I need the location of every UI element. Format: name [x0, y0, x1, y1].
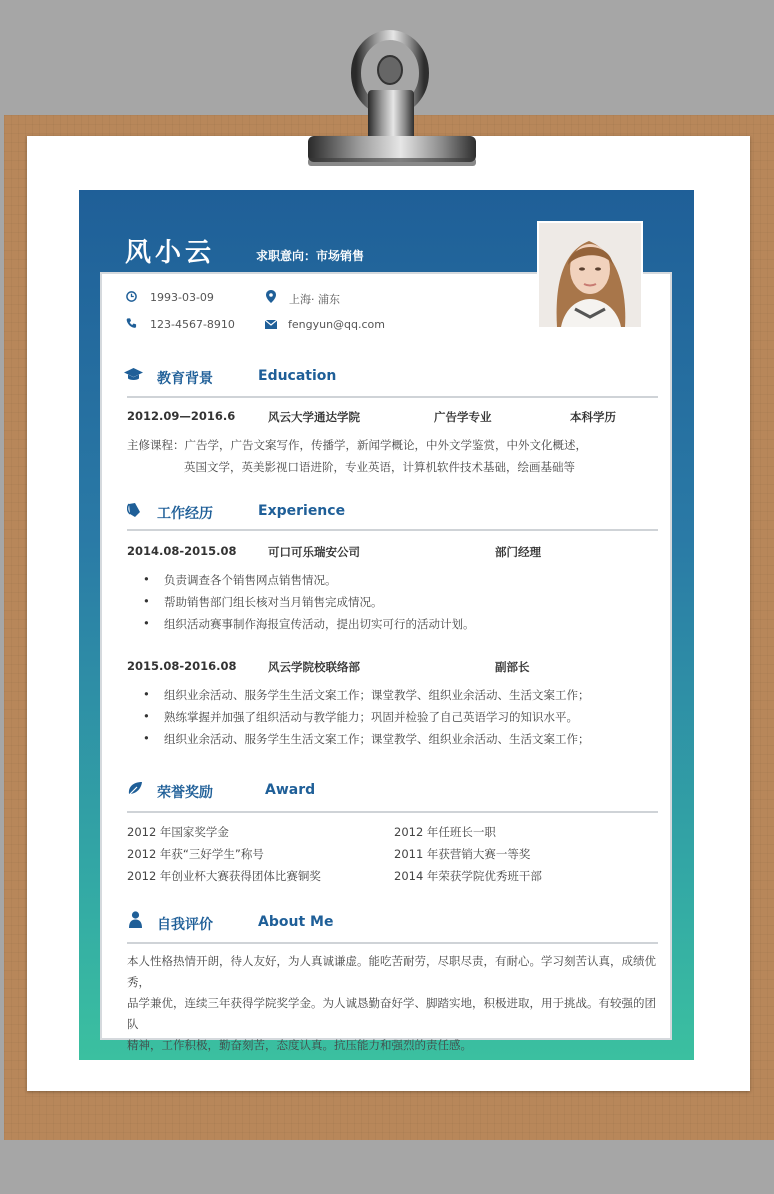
profile-photo [537, 221, 643, 329]
job-company: 可口可乐瑞安公司 [268, 545, 360, 559]
award-item: 2012 年任班长一职 [394, 825, 496, 839]
education-courses-line1: 主修课程：广告学，广告文案写作，传播学，新闻学概论，中外文学鉴赏，中外文化概述， [127, 438, 587, 452]
birth-date: 1993-03-09 [150, 291, 214, 304]
award-item: 2011 年获营销大赛一等奖 [394, 847, 531, 861]
job-duty-item: • 组织业余活动、服务学生生活文案工作；课堂教学、组织业余活动、生活文案工作； [146, 731, 590, 747]
experience-title: 工作经历 [157, 506, 213, 522]
job-duty-item: • 组织活动赛事制作海报宣传活动，提出切实可行的活动计划。 [146, 616, 475, 632]
education-title-en: Education [258, 368, 337, 384]
education-title: 教育背景 [157, 371, 213, 387]
job-duty-item: • 熟练掌握并加强了组织活动与教学能力；巩固并检验了自己英语学习的知识水平。 [146, 709, 578, 725]
phone-icon [126, 317, 137, 329]
education-school: 风云大学通达学院 [268, 410, 360, 424]
award-item: 2014 年荣获学院优秀班干部 [394, 869, 542, 883]
job-role: 副部长 [495, 660, 530, 674]
about-line: 品学兼优，连续三年获得学院奖学金。为人诚恳勤奋好学、脚踏实地，积极进取，用于挑战。有较强的团队 [127, 996, 656, 1031]
about-title: 自我评价 [157, 917, 213, 933]
about-paragraph [127, 951, 662, 1056]
education-period: 2012.09—2016.6 [127, 409, 236, 423]
award-item: 2012 年获“三好学生”称号 [127, 847, 264, 861]
phone-number: 123-4567-8910 [150, 318, 235, 331]
clock-icon [126, 291, 137, 302]
job-duty-item: • 负责调查各个销售网点销售情况。 [146, 572, 337, 588]
experience-title-en: Experience [258, 503, 346, 519]
job-company: 风云学院校联络部 [268, 660, 360, 674]
about-line: 精神，工作积极，勤奋刻苦，态度认真。抗压能力和强烈的责任感。 [127, 1038, 472, 1052]
job-period: 2015.08-2016.08 [127, 659, 237, 673]
job-role: 部门经理 [495, 545, 541, 559]
job-duty-item: • 帮助销售部门组长核对当月销售完成情况。 [146, 594, 383, 610]
divider [127, 942, 658, 944]
mouse-icon [127, 502, 143, 519]
divider [127, 811, 658, 813]
divider [127, 529, 658, 531]
about-line: 本人性格热情开朗，待人友好，为人真诚谦虚。能吃苦耐劳，尽职尽责，有耐心。学习刻苦认真，成绩优秀， [127, 954, 656, 989]
candidate-name: 风小云 [125, 238, 216, 268]
award-title-en: Award [265, 782, 316, 798]
leaf-icon [127, 781, 143, 797]
binder-clip-icon [290, 28, 480, 178]
location-pin-icon [266, 290, 276, 303]
education-major: 广告学专业 [434, 410, 492, 424]
portrait-image [539, 223, 641, 327]
email-address: fengyun@qq.com [288, 318, 386, 331]
email-icon [265, 320, 277, 329]
location: 上海· 浦东 [289, 293, 340, 306]
person-icon [129, 911, 142, 928]
award-item: 2012 年创业杯大赛获得团体比赛铜奖 [127, 869, 321, 883]
job-duty-item: • 组织业余活动、服务学生生活文案工作；课堂教学、组织业余活动、生活文案工作； [146, 687, 590, 703]
job-period: 2014.08-2015.08 [127, 544, 237, 558]
award-item: 2012 年国家奖学金 [127, 825, 229, 839]
award-title: 荣誉奖励 [157, 785, 213, 801]
education-courses-line2: 英国文学，英美影视口语进阶，专业英语，计算机软件技术基础，绘画基础等 [184, 460, 575, 474]
education-degree: 本科学历 [570, 410, 616, 424]
about-title-en: About Me [258, 914, 334, 930]
job-intent: 求职意向：市场销售 [256, 249, 365, 263]
divider [127, 396, 658, 398]
graduation-cap-icon [124, 368, 143, 382]
